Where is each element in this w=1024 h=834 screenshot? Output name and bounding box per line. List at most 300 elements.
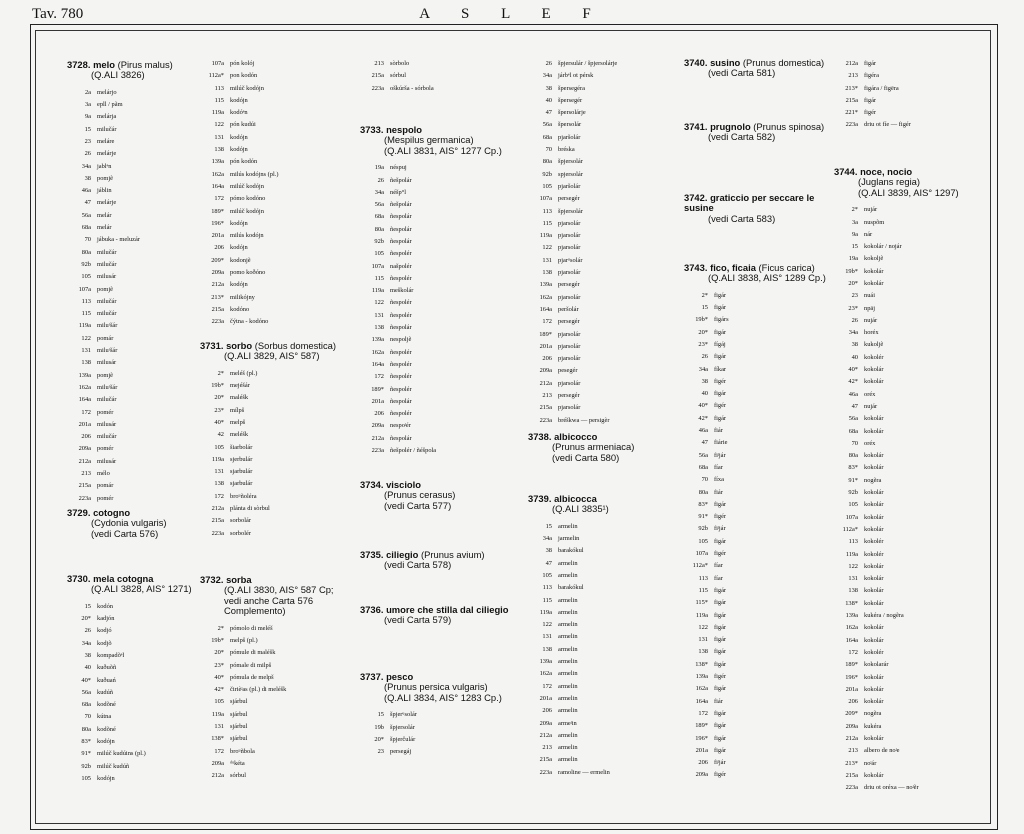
dialect-row xyxy=(200,392,350,404)
point-code: 40* xyxy=(848,366,858,374)
atlas-entry xyxy=(360,550,510,571)
point-code: 26 xyxy=(84,627,91,635)
dialect-form: milúč kodójn xyxy=(230,182,264,190)
dialect-form: barakókul xyxy=(558,547,584,555)
dialect-form: ñespolér xyxy=(390,410,412,418)
dialect-form: pón kolój xyxy=(230,60,255,67)
point-code: 172 xyxy=(81,408,91,416)
dialect-row xyxy=(834,450,984,462)
point-code: 131 xyxy=(214,468,224,476)
entry-name: susino xyxy=(707,57,741,68)
dialect-row xyxy=(684,597,834,609)
dialect-row xyxy=(684,351,834,363)
dialect-form: ñespolér xyxy=(390,360,412,368)
dialect-row xyxy=(684,523,834,535)
point-code: 138 xyxy=(542,269,552,277)
point-code: 164a xyxy=(539,305,552,313)
dialect-form: milučár xyxy=(97,260,117,268)
entry-reference: (Cydonia vulgaris) xyxy=(91,517,167,529)
point-code: 40 xyxy=(701,390,708,398)
dialect-form: melár xyxy=(97,211,112,219)
point-code: 115 xyxy=(542,219,552,227)
dialect-row xyxy=(67,210,217,222)
dialect-row xyxy=(834,708,984,720)
dialect-form: kodójn xyxy=(230,146,248,154)
dialect-row xyxy=(360,187,510,199)
entry-reference: (Q.ALI 3834, AIS° 1283 Cp.) xyxy=(384,691,502,703)
dialect-form: kokolarár xyxy=(864,661,889,669)
dialect-form: pomér xyxy=(97,408,114,416)
point-code: 112a* xyxy=(692,562,708,570)
point-code: 215a xyxy=(78,482,91,490)
dialect-row xyxy=(67,736,217,748)
dialect-row xyxy=(684,696,834,708)
entry-reference: (Prunus cerasus) xyxy=(384,489,456,501)
entry-reference: (vedi Carta 577) xyxy=(384,499,452,511)
dialect-row xyxy=(67,185,217,197)
entry-reference: (Q.ALI 3835¹) xyxy=(552,503,609,515)
dialect-form: pjarsolár xyxy=(558,269,581,277)
point-code: 223a xyxy=(845,784,858,792)
dialect-form: milučár xyxy=(97,396,117,404)
dialect-form: pjaršolár xyxy=(558,133,581,141)
entry-reference: (Prunus armeniaca) xyxy=(552,441,635,453)
point-code: 107a xyxy=(539,195,552,203)
point-code: 139a xyxy=(539,281,552,289)
dialect-row xyxy=(200,169,350,181)
dialect-row xyxy=(528,119,678,131)
entry-number: 3732. xyxy=(200,574,224,585)
dialect-form: fiárie xyxy=(714,439,728,447)
point-code: 189* xyxy=(211,207,224,215)
point-code: 19b* xyxy=(695,316,708,324)
point-code: 213 xyxy=(542,392,552,400)
dialect-row xyxy=(834,376,984,388)
dialect-form: kokolér xyxy=(864,353,884,361)
point-code: 105 xyxy=(374,250,384,258)
entry-number: 3743. xyxy=(684,262,708,273)
dialect-row xyxy=(834,217,984,229)
dialect-form: armelin xyxy=(558,694,578,702)
point-code: 92b xyxy=(542,170,552,178)
dialect-form: figár xyxy=(714,414,727,422)
point-code: 212a xyxy=(78,457,91,465)
dialect-form: maléšk xyxy=(230,394,249,402)
dialect-form: pómale di milpš xyxy=(230,661,272,669)
dialect-row xyxy=(528,415,678,427)
dialect-form: sjárbul xyxy=(230,698,248,706)
dialect-row xyxy=(834,561,984,573)
entry-reference: (Q.ALI 3831, AIS° 1277 Cp.) xyxy=(384,144,502,156)
dialect-row xyxy=(67,370,217,382)
dialect-row xyxy=(67,601,217,613)
dialect-list xyxy=(360,709,510,758)
dialect-list xyxy=(200,368,350,540)
dialect-form: armelin xyxy=(558,707,578,715)
dialect-row xyxy=(200,417,350,429)
dialect-row xyxy=(834,95,984,107)
dialect-form: kodójn xyxy=(230,133,248,141)
point-code: 119a xyxy=(539,232,552,240)
point-code: 80a xyxy=(374,225,384,233)
point-code: 138* xyxy=(695,660,708,668)
atlas-entry xyxy=(528,494,678,779)
dialect-row xyxy=(200,478,350,490)
point-code: 105 xyxy=(81,774,91,782)
dialect-form: pjarsolár xyxy=(558,379,581,387)
entry-name: umore che stilla dal ciliegio xyxy=(383,604,509,615)
dialect-row xyxy=(684,400,834,412)
dialect-row xyxy=(360,322,510,334)
dialect-form: armelin xyxy=(558,756,578,764)
dialect-form: pjarᵘsolár xyxy=(558,256,583,264)
dialect-row xyxy=(528,402,678,414)
dialect-row xyxy=(200,696,350,708)
dialect-form: kútna xyxy=(97,713,112,721)
point-code: 34a xyxy=(81,162,91,170)
dialect-form: figára / figēra xyxy=(864,84,899,92)
dialect-row xyxy=(528,169,678,181)
dialect-form: pomjẽ xyxy=(97,285,113,293)
point-code: 172 xyxy=(214,195,224,203)
dialect-row xyxy=(684,646,834,658)
point-code: 26 xyxy=(545,60,552,67)
dialect-form: kodójn xyxy=(97,774,115,782)
dialect-row xyxy=(528,230,678,242)
point-code: 162a xyxy=(845,624,858,632)
dialect-form: ñespolár xyxy=(390,225,412,233)
dialect-row xyxy=(528,365,678,377)
dialect-form: fíar xyxy=(714,463,723,471)
dialect-form: ᵈᵘkéta xyxy=(230,759,245,767)
dialect-row xyxy=(834,327,984,339)
dialect-row xyxy=(67,148,217,160)
dialect-form: kadjón xyxy=(97,615,115,623)
entry-name: nespolo xyxy=(383,124,423,135)
point-code: 164a xyxy=(695,697,708,705)
dialect-row xyxy=(834,696,984,708)
atlas-entry xyxy=(528,432,678,463)
dialect-form: noʲár xyxy=(864,759,877,767)
point-code: 47 xyxy=(545,559,552,567)
dialect-row xyxy=(528,631,678,643)
point-code: 80a xyxy=(698,488,708,496)
dialect-form: figár xyxy=(714,328,727,336)
dialect-form: mélo xyxy=(97,470,110,478)
point-code: 139a xyxy=(78,371,91,379)
point-code: 68a xyxy=(81,224,91,232)
dialect-row xyxy=(684,302,834,314)
dialect-form: kokolár xyxy=(864,562,884,570)
dialect-row xyxy=(200,770,350,782)
dialect-row xyxy=(200,503,350,515)
dialect-form: pómo kodóno xyxy=(230,195,266,203)
dialect-form: kokolár xyxy=(864,698,884,706)
point-code: 20* xyxy=(374,735,384,743)
dialect-form: meláre xyxy=(97,138,115,145)
dialect-form: špjerčulár xyxy=(390,735,416,743)
point-code: 40* xyxy=(81,676,91,684)
dialect-form: figár xyxy=(714,537,727,545)
dialect-list xyxy=(200,58,350,329)
dialect-row xyxy=(200,292,350,304)
dialect-row xyxy=(360,83,510,95)
dialect-row xyxy=(67,773,217,785)
point-code: 19b* xyxy=(845,267,858,275)
dialect-form: armelin xyxy=(558,559,578,567)
entry-reference: (vedi Carta 583) xyxy=(708,212,776,224)
point-code: 19b* xyxy=(211,636,224,644)
dialect-row xyxy=(834,635,984,647)
dialect-row xyxy=(528,267,678,279)
dialect-row xyxy=(684,474,834,486)
dialect-list xyxy=(834,204,984,794)
dialect-form: kodõné xyxy=(97,725,116,733)
dialect-form: peršolár xyxy=(558,305,579,313)
dialect-form: milúč kodójn xyxy=(230,207,264,215)
dialect-form: špersolárje xyxy=(558,109,586,117)
dialect-row xyxy=(834,339,984,351)
point-code: 206 xyxy=(848,698,858,706)
dialect-form: kokolár xyxy=(864,378,884,386)
point-code: 201a xyxy=(695,746,708,754)
dialect-form: meléš (pl.) xyxy=(230,369,258,377)
atlas-entry xyxy=(360,58,510,95)
dialect-row xyxy=(67,197,217,209)
point-code: 201a xyxy=(539,694,552,702)
point-code: 2a xyxy=(84,88,91,96)
point-code: 40 xyxy=(545,96,552,104)
dialect-row xyxy=(834,499,984,511)
dialect-form: nogẽra xyxy=(864,476,882,484)
atlas-entry xyxy=(360,125,510,457)
dialect-row xyxy=(200,684,350,696)
point-code: 213 xyxy=(848,747,858,755)
dialect-row xyxy=(200,442,350,454)
dialect-row xyxy=(834,364,984,376)
dialect-row xyxy=(200,181,350,193)
dialect-form: járbᵉl ot pérsk xyxy=(558,72,594,80)
dialect-row xyxy=(684,634,834,646)
dialect-row xyxy=(834,70,984,82)
point-code: 139a xyxy=(211,158,224,166)
dialect-form: kodjó xyxy=(97,627,112,635)
point-code: 139a xyxy=(845,612,858,620)
dialect-row xyxy=(834,659,984,671)
point-code: 162a xyxy=(371,348,384,356)
dialect-row xyxy=(528,156,678,168)
point-code: 122 xyxy=(81,334,91,342)
dialect-row xyxy=(200,107,350,119)
dialect-row xyxy=(684,425,834,437)
dialect-row xyxy=(684,462,834,474)
dialect-row xyxy=(67,284,217,296)
point-code: 223a xyxy=(211,529,224,537)
point-code: 91* xyxy=(81,750,91,758)
dialect-form: pómule di maléšk xyxy=(230,649,276,657)
point-code: 20* xyxy=(214,394,224,402)
dialect-form: kokolár xyxy=(864,267,884,275)
dialect-row xyxy=(360,236,510,248)
entry-latin: (Prunus spinosa) xyxy=(750,121,825,132)
entry-reference: (vedi Carta 581) xyxy=(708,67,776,79)
point-code: 162a xyxy=(539,670,552,678)
dialect-row xyxy=(684,757,834,769)
dialect-form: milusár xyxy=(97,359,117,367)
atlas-entry xyxy=(200,341,350,540)
dialect-form: nujár xyxy=(864,316,878,324)
point-code: 38 xyxy=(851,341,858,349)
point-code: 209a xyxy=(78,445,91,453)
point-code: 91* xyxy=(698,513,708,521)
dialect-form: milikójny xyxy=(230,293,255,301)
dialect-form: figár xyxy=(714,390,727,398)
point-code: 212a xyxy=(845,60,858,67)
dialect-row xyxy=(360,371,510,383)
dialect-row xyxy=(360,722,510,734)
dialect-row xyxy=(834,253,984,265)
dialect-row xyxy=(200,647,350,659)
dialect-form: pomjẽ xyxy=(97,371,113,379)
dialect-row xyxy=(360,734,510,746)
dialect-row xyxy=(528,644,678,656)
point-code: 38 xyxy=(84,652,91,659)
dialect-form: sjárbul xyxy=(230,710,248,718)
point-code: 119a xyxy=(211,109,224,117)
dialect-row xyxy=(834,782,984,794)
dialect-form: armelin xyxy=(558,633,578,641)
dialect-row xyxy=(200,230,350,242)
dialect-row xyxy=(67,382,217,394)
dialect-row xyxy=(528,705,678,717)
point-code: 122 xyxy=(542,621,552,629)
dialect-row xyxy=(528,668,678,680)
point-code: 113 xyxy=(542,207,552,215)
dialect-row xyxy=(684,622,834,634)
dialect-list xyxy=(200,623,350,783)
dialect-row xyxy=(200,635,350,647)
point-code: 172 xyxy=(542,682,552,690)
dialect-form: miluᵗšár xyxy=(97,347,118,355)
point-code: 107a xyxy=(211,60,224,67)
point-code: 68a xyxy=(698,463,708,471)
dialect-form: kodóno xyxy=(230,305,250,313)
dialect-form: kokolár / nojár xyxy=(864,243,902,251)
point-code: 42 xyxy=(217,431,224,439)
dialect-row xyxy=(528,533,678,545)
point-code: 223a xyxy=(78,494,91,502)
point-code: 172 xyxy=(698,709,708,717)
dialect-form: milusár xyxy=(97,457,117,465)
point-code: 212a xyxy=(211,772,224,780)
dialect-form: jáblin xyxy=(97,187,112,195)
dialect-form: kukéra / nogẽra xyxy=(864,612,904,620)
dialect-row xyxy=(684,733,834,745)
dialect-form: figéra xyxy=(864,72,879,80)
entry-number: 3742. xyxy=(684,192,708,203)
dialect-form: figár xyxy=(864,96,877,104)
dialect-row xyxy=(834,733,984,745)
dialect-form: armelin xyxy=(558,608,578,616)
dialect-form: kokolér xyxy=(864,538,884,546)
entry-name: mela cotogna xyxy=(90,573,154,584)
dialect-row xyxy=(200,454,350,466)
dialect-row xyxy=(528,70,678,82)
entry-name: prugnolo xyxy=(707,121,751,132)
dialect-row xyxy=(834,389,984,401)
dialect-form: kodóᵉn xyxy=(230,109,248,117)
dialect-form: figár xyxy=(714,660,727,668)
dialect-form: figár xyxy=(714,722,727,730)
dialect-row xyxy=(67,675,217,687)
point-code: 115 xyxy=(214,96,224,104)
point-code: 105 xyxy=(542,182,552,190)
dialect-form: kuðuõñ xyxy=(97,664,117,672)
dialect-row xyxy=(528,292,678,304)
point-code: 15 xyxy=(377,711,384,719)
dialect-row xyxy=(67,99,217,111)
dialect-row xyxy=(684,610,834,622)
dialect-form: ñespolár xyxy=(390,434,412,442)
dialect-form: figár xyxy=(714,648,727,656)
entry-number: 3735. xyxy=(360,549,384,560)
dialect-form: kokolár xyxy=(864,489,884,497)
point-code: 115* xyxy=(695,599,708,607)
dialect-form: melpš (pl.) xyxy=(230,636,258,644)
dialect-form: kokolár xyxy=(864,525,884,533)
point-code: 3a xyxy=(851,218,858,226)
dialect-row xyxy=(360,359,510,371)
point-code: 2* xyxy=(217,624,224,632)
point-code: 138 xyxy=(542,645,552,653)
dialect-row xyxy=(528,607,678,619)
dialect-row xyxy=(528,279,678,291)
dialect-form: kokolár xyxy=(864,415,884,423)
dialect-row xyxy=(360,408,510,420)
dialect-form: oréx xyxy=(864,439,876,447)
entry-heading xyxy=(684,193,834,214)
dialect-row xyxy=(360,746,510,758)
point-code: 38 xyxy=(545,547,552,555)
dialect-row xyxy=(528,378,678,390)
atlas-entry xyxy=(360,480,510,511)
point-code: 23 xyxy=(84,138,91,145)
dialect-form: pómula de melpš xyxy=(230,673,274,681)
point-code: 223a xyxy=(539,416,552,424)
dialect-row xyxy=(528,132,678,144)
dialect-row xyxy=(360,384,510,396)
dialect-row xyxy=(834,647,984,659)
point-code: 115 xyxy=(81,310,91,318)
dialect-row xyxy=(834,204,984,216)
point-code: 213* xyxy=(211,293,224,301)
entry-name: ciliegio xyxy=(383,549,419,560)
dialect-form: sjárbul xyxy=(230,723,248,730)
dialect-form: figár xyxy=(714,746,727,754)
dialect-form: figár xyxy=(714,500,727,508)
point-code: 213* xyxy=(845,759,858,767)
dialect-form: milučár xyxy=(97,248,117,256)
dialect-row xyxy=(684,548,834,560)
dialect-row xyxy=(67,87,217,99)
dialect-row xyxy=(200,119,350,131)
point-code: 20* xyxy=(698,328,708,336)
dialect-row xyxy=(200,746,350,758)
entry-reference: (Q.ALI 3830, AIS° 587 Cp; vedi anche Carta 576 Complemento) xyxy=(224,584,334,617)
dialect-row xyxy=(200,733,350,745)
point-code: 212a xyxy=(539,731,552,739)
dialect-form: pómolo di meléš xyxy=(230,624,273,632)
